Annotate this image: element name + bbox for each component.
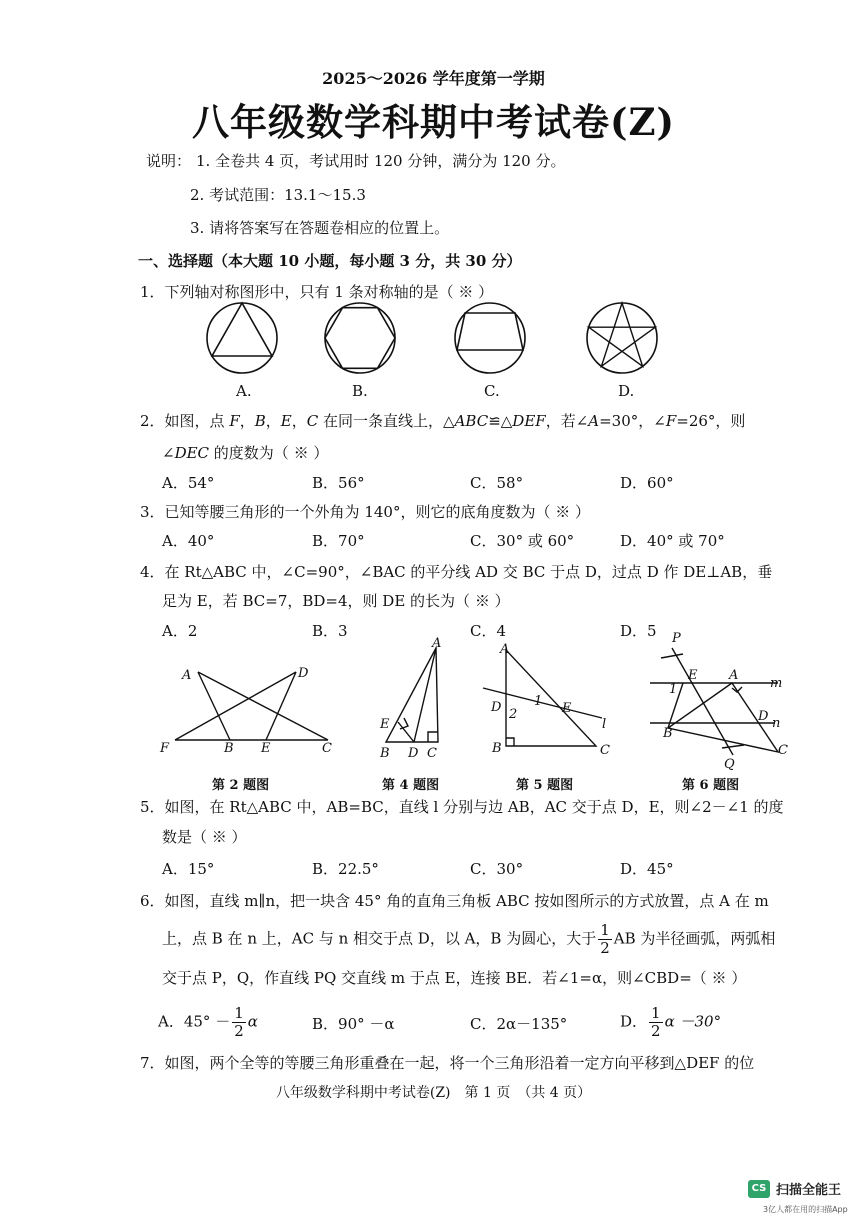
figure-5 — [483, 650, 602, 746]
fig6-label-d: D — [758, 709, 769, 724]
fig2-label-b: B — [224, 741, 234, 756]
q2-option-d: D．60° — [620, 474, 674, 492]
fig6-label-n: n — [772, 716, 781, 731]
fig6-label-b: B — [663, 726, 673, 741]
fig6-label-m: m — [770, 676, 783, 691]
notes-label: 说明： — [146, 152, 192, 170]
scanner-brand: 扫描全能王 — [776, 1183, 842, 1198]
page-footer: 八年级数学科期中考试卷(Z) 第 1 页 （共 4 页） — [275, 1085, 592, 1101]
exam-term: 2025～2026 学年度第一学期 — [322, 69, 545, 88]
q5-option-d: D．45° — [620, 860, 674, 878]
q6-fraction: $\frac{1}{2}$ — [600, 921, 610, 957]
q5-option-a: A．15° — [162, 860, 215, 878]
q3-option-a: A．40° — [162, 532, 215, 550]
q6-line-1: 6．如图，直线 m∥n，把一块含 45° 角的直角三角板 ABC 按如图所示的方式放置，点 A 在 m — [140, 892, 769, 910]
q3-option-c: C．30° 或 60° — [470, 532, 575, 550]
fig6-label-a: A — [729, 668, 739, 683]
q6-option-c: C．2α－135° — [470, 1015, 568, 1033]
q2-line-2: ∠DEC 的度数为（ ※ ） — [162, 444, 329, 462]
fig5-caption: 第 5 题图 — [516, 778, 574, 793]
q3-option-d: D．40° 或 70° — [620, 532, 725, 550]
q4-option-a: A．2 — [162, 622, 198, 640]
q1-figures — [200, 300, 680, 382]
q6-line-3: 交于点 P，Q，作直线 PQ 交直线 m 于点 E，连接 BE．若∠1=α，则∠CBD=（ ※ ） — [162, 969, 747, 987]
fig4-label-e: E — [380, 717, 390, 732]
fig2-label-f: F — [160, 741, 170, 756]
scanner-logo-icon: CS — [748, 1180, 770, 1198]
fig6-label-1: 1 — [669, 682, 678, 697]
q1-option-a: A. — [236, 382, 252, 400]
fig5-label-e: E — [562, 701, 572, 716]
fig6-label-q: Q — [724, 757, 735, 770]
fig6-label-p: P — [672, 631, 681, 646]
figure-4 — [386, 648, 438, 742]
q1-figure-b — [325, 303, 395, 373]
q3-option-b: B．70° — [312, 532, 365, 550]
fig4-label-b: B — [380, 746, 390, 761]
q4-line-1: 4．在 Rt△ABC 中，∠C=90°，∠BAC 的平分线 AD 交 BC 于点 D，过点 D 作 DE⊥AB，垂 — [140, 563, 773, 581]
q6-line-2: 上，点 B 在 n 上，AC 与 n 相交于点 D，以 A，B 为圆心，大于 $\frac{1}{2}$ AB 为半径画弧，两弧相 — [162, 921, 776, 957]
fig4-label-d: D — [408, 746, 419, 761]
q6-option-a: A．45° － $\frac{1}{2}$ α — [158, 1004, 258, 1040]
note-3: 3. 请将答案写在答题卷相应的位置上。 — [190, 219, 450, 237]
fig6-caption: 第 6 题图 — [682, 778, 740, 793]
q5-line-2: 数是（ ※ ） — [162, 828, 247, 846]
fig2-label-c: C — [322, 741, 332, 756]
fig2-label-e: E — [261, 741, 271, 756]
exam-title: 八年级数学科期中考试卷(Z) — [191, 100, 676, 144]
q1-figure-a — [207, 303, 277, 373]
section-heading: 一、选择题（本大题 10 小题，每小题 3 分，共 30 分） — [138, 252, 522, 270]
fig2-caption: 第 2 题图 — [212, 778, 270, 793]
fig5-label-2: 2 — [509, 707, 518, 722]
q1-option-d: D. — [618, 382, 635, 400]
q1-option-c: C. — [484, 382, 500, 400]
q1-option-b: B. — [352, 382, 368, 400]
note-1: 1. 全卷共 4 页，考试用时 120 分钟，满分为 120 分。 — [196, 152, 566, 170]
q5-option-b: B．22.5° — [312, 860, 379, 878]
q1-figure-c — [455, 303, 525, 373]
fig4-caption: 第 4 题图 — [382, 778, 440, 793]
fig4-label-a: A — [432, 636, 442, 651]
q4-option-c: C．4 — [470, 622, 507, 640]
q2-option-b: B．56° — [312, 474, 365, 492]
fig5-label-1: 1 — [534, 694, 543, 709]
note-2: 2. 考试范围：13.1～15.3 — [190, 186, 366, 204]
figures-row — [150, 630, 800, 770]
q6-option-b: B．90° －α — [312, 1015, 395, 1033]
fig5-label-c: C — [600, 743, 610, 758]
q7-line-1: 7．如图，两个全等的等腰三角形重叠在一起，将一个三角形沿着一定方向平移到△DEF 的位 — [140, 1054, 755, 1072]
fig5-label-l: l — [602, 717, 607, 732]
fig5-label-d: D — [491, 700, 502, 715]
q4-option-b: B．3 — [312, 622, 348, 640]
q4-line-2: 足为 E，若 BC=7，BD=4，则 DE 的长为（ ※ ） — [162, 592, 510, 610]
q5-option-c: C．30° — [470, 860, 524, 878]
q2-option-c: C．58° — [470, 474, 524, 492]
q2-option-a: A．54° — [162, 474, 215, 492]
q5-line-1: 5．如图，在 Rt△ABC 中，AB=BC，直线 l 分别与边 AB，AC 交于点 D，E，则∠2－∠1 的度 — [140, 798, 784, 816]
figure-2 — [175, 672, 328, 740]
fig2-label-a: A — [182, 668, 192, 683]
scanner-tagline: 3亿人都在用的扫描App — [763, 1205, 848, 1214]
q1-stem: 1．下列轴对称图形中，只有 1 条对称轴的是（ ※ ） — [140, 283, 494, 301]
fig5-label-a: A — [500, 642, 510, 657]
fig5-label-b: B — [492, 741, 502, 756]
q3-stem: 3．已知等腰三角形的一个外角为 140°，则它的底角度数为（ ※ ） — [140, 503, 590, 521]
q6-option-d: D． $\frac{1}{2}$ α －30° — [620, 1004, 722, 1040]
fig6-label-e: E — [688, 668, 698, 683]
q4-option-d: D．5 — [620, 622, 657, 640]
q1-figure-d — [587, 303, 657, 373]
fig4-label-c: C — [427, 746, 437, 761]
fig2-label-d: D — [298, 666, 309, 681]
q2-line-1: 2．如图，点 F，B，E，C 在同一条直线上，△ABC≌△DEF，若∠A=30°，∠F=26°，则 — [140, 412, 746, 430]
fig6-label-c: C — [778, 743, 788, 758]
